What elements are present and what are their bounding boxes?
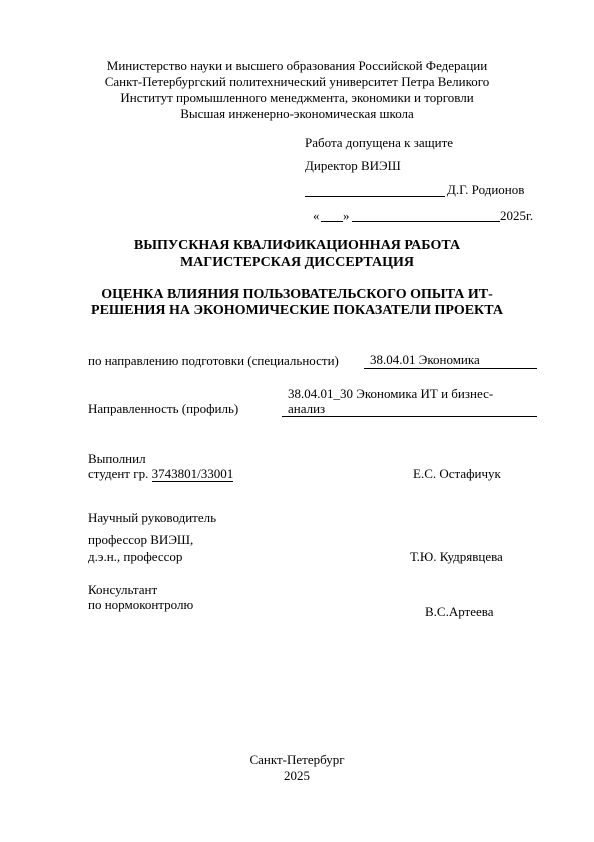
- student-name: Е.С. Остафичук: [413, 466, 501, 481]
- consultant-label: Консультант: [88, 582, 158, 597]
- director-name: Д.Г. Родионов: [447, 182, 525, 197]
- supervisor-name: Т.Ю. Кудрявцева: [410, 549, 503, 564]
- director-signature-line: [305, 196, 445, 197]
- university-line: Санкт-Петербургский политехнический университет Петра Великого: [104, 74, 490, 89]
- topic-line-1: ОЦЕНКА ВЛИЯНИЯ ПОЛЬЗОВАТЕЛЬСКОГО ОПЫТА ИТ-: [101, 287, 493, 302]
- document-subtype-title: МАГИСТЕРСКАЯ ДИССЕРТАЦИЯ: [179, 255, 415, 270]
- consultant-role: по нормоконтролю: [88, 597, 194, 612]
- profile-label: Направленность (профиль): [88, 401, 239, 416]
- direction-label: по направлению подготовки (специальности): [88, 353, 339, 368]
- performer-label: Выполнил: [88, 451, 146, 466]
- student-group-row: [88, 466, 233, 482]
- date-year: 2025г.: [500, 208, 534, 223]
- city: Санкт-Петербург: [249, 752, 345, 767]
- profile-value-line-1: 38.04.01_30 Экономика ИТ и бизнес-: [288, 386, 494, 401]
- profile-value-line-2: анализ: [288, 401, 326, 416]
- supervisor-degree: д.э.н., профессор: [88, 549, 183, 564]
- date-close-quote: »: [343, 208, 350, 223]
- document-type-title: ВЫПУСКНАЯ КВАЛИФИКАЦИОННАЯ РАБОТА: [133, 238, 461, 253]
- date-month-line: [352, 221, 500, 222]
- ministry-line: Министерство науки и высшего образования Российской Федерации: [106, 58, 488, 73]
- supervisor-position: профессор ВИЭШ,: [88, 532, 194, 547]
- school-line: Высшая инженерно-экономическая школа: [180, 106, 414, 121]
- date-day-line: [321, 221, 343, 222]
- topic-line-2: РЕШЕНИЯ НА ЭКОНОМИЧЕСКИЕ ПОКАЗАТЕЛИ ПРОЕКТА: [91, 303, 503, 318]
- direction-underline: [364, 368, 537, 369]
- consultant-name: В.С.Артеева: [425, 604, 494, 619]
- director-position: Директор ВИЭШ: [305, 158, 401, 173]
- direction-value: 38.04.01 Экономика: [370, 352, 480, 367]
- institute-line: Институт промышленного менеджмента, экономики и торговли: [120, 90, 474, 105]
- group-number: 3743801/33001: [151, 466, 234, 481]
- date-open-quote: «: [313, 208, 320, 223]
- supervisor-label: Научный руководитель: [88, 510, 217, 525]
- group-label: студент гр.: [88, 466, 149, 481]
- admitted-text: Работа допущена к защите: [305, 135, 454, 150]
- year: 2025: [284, 768, 310, 783]
